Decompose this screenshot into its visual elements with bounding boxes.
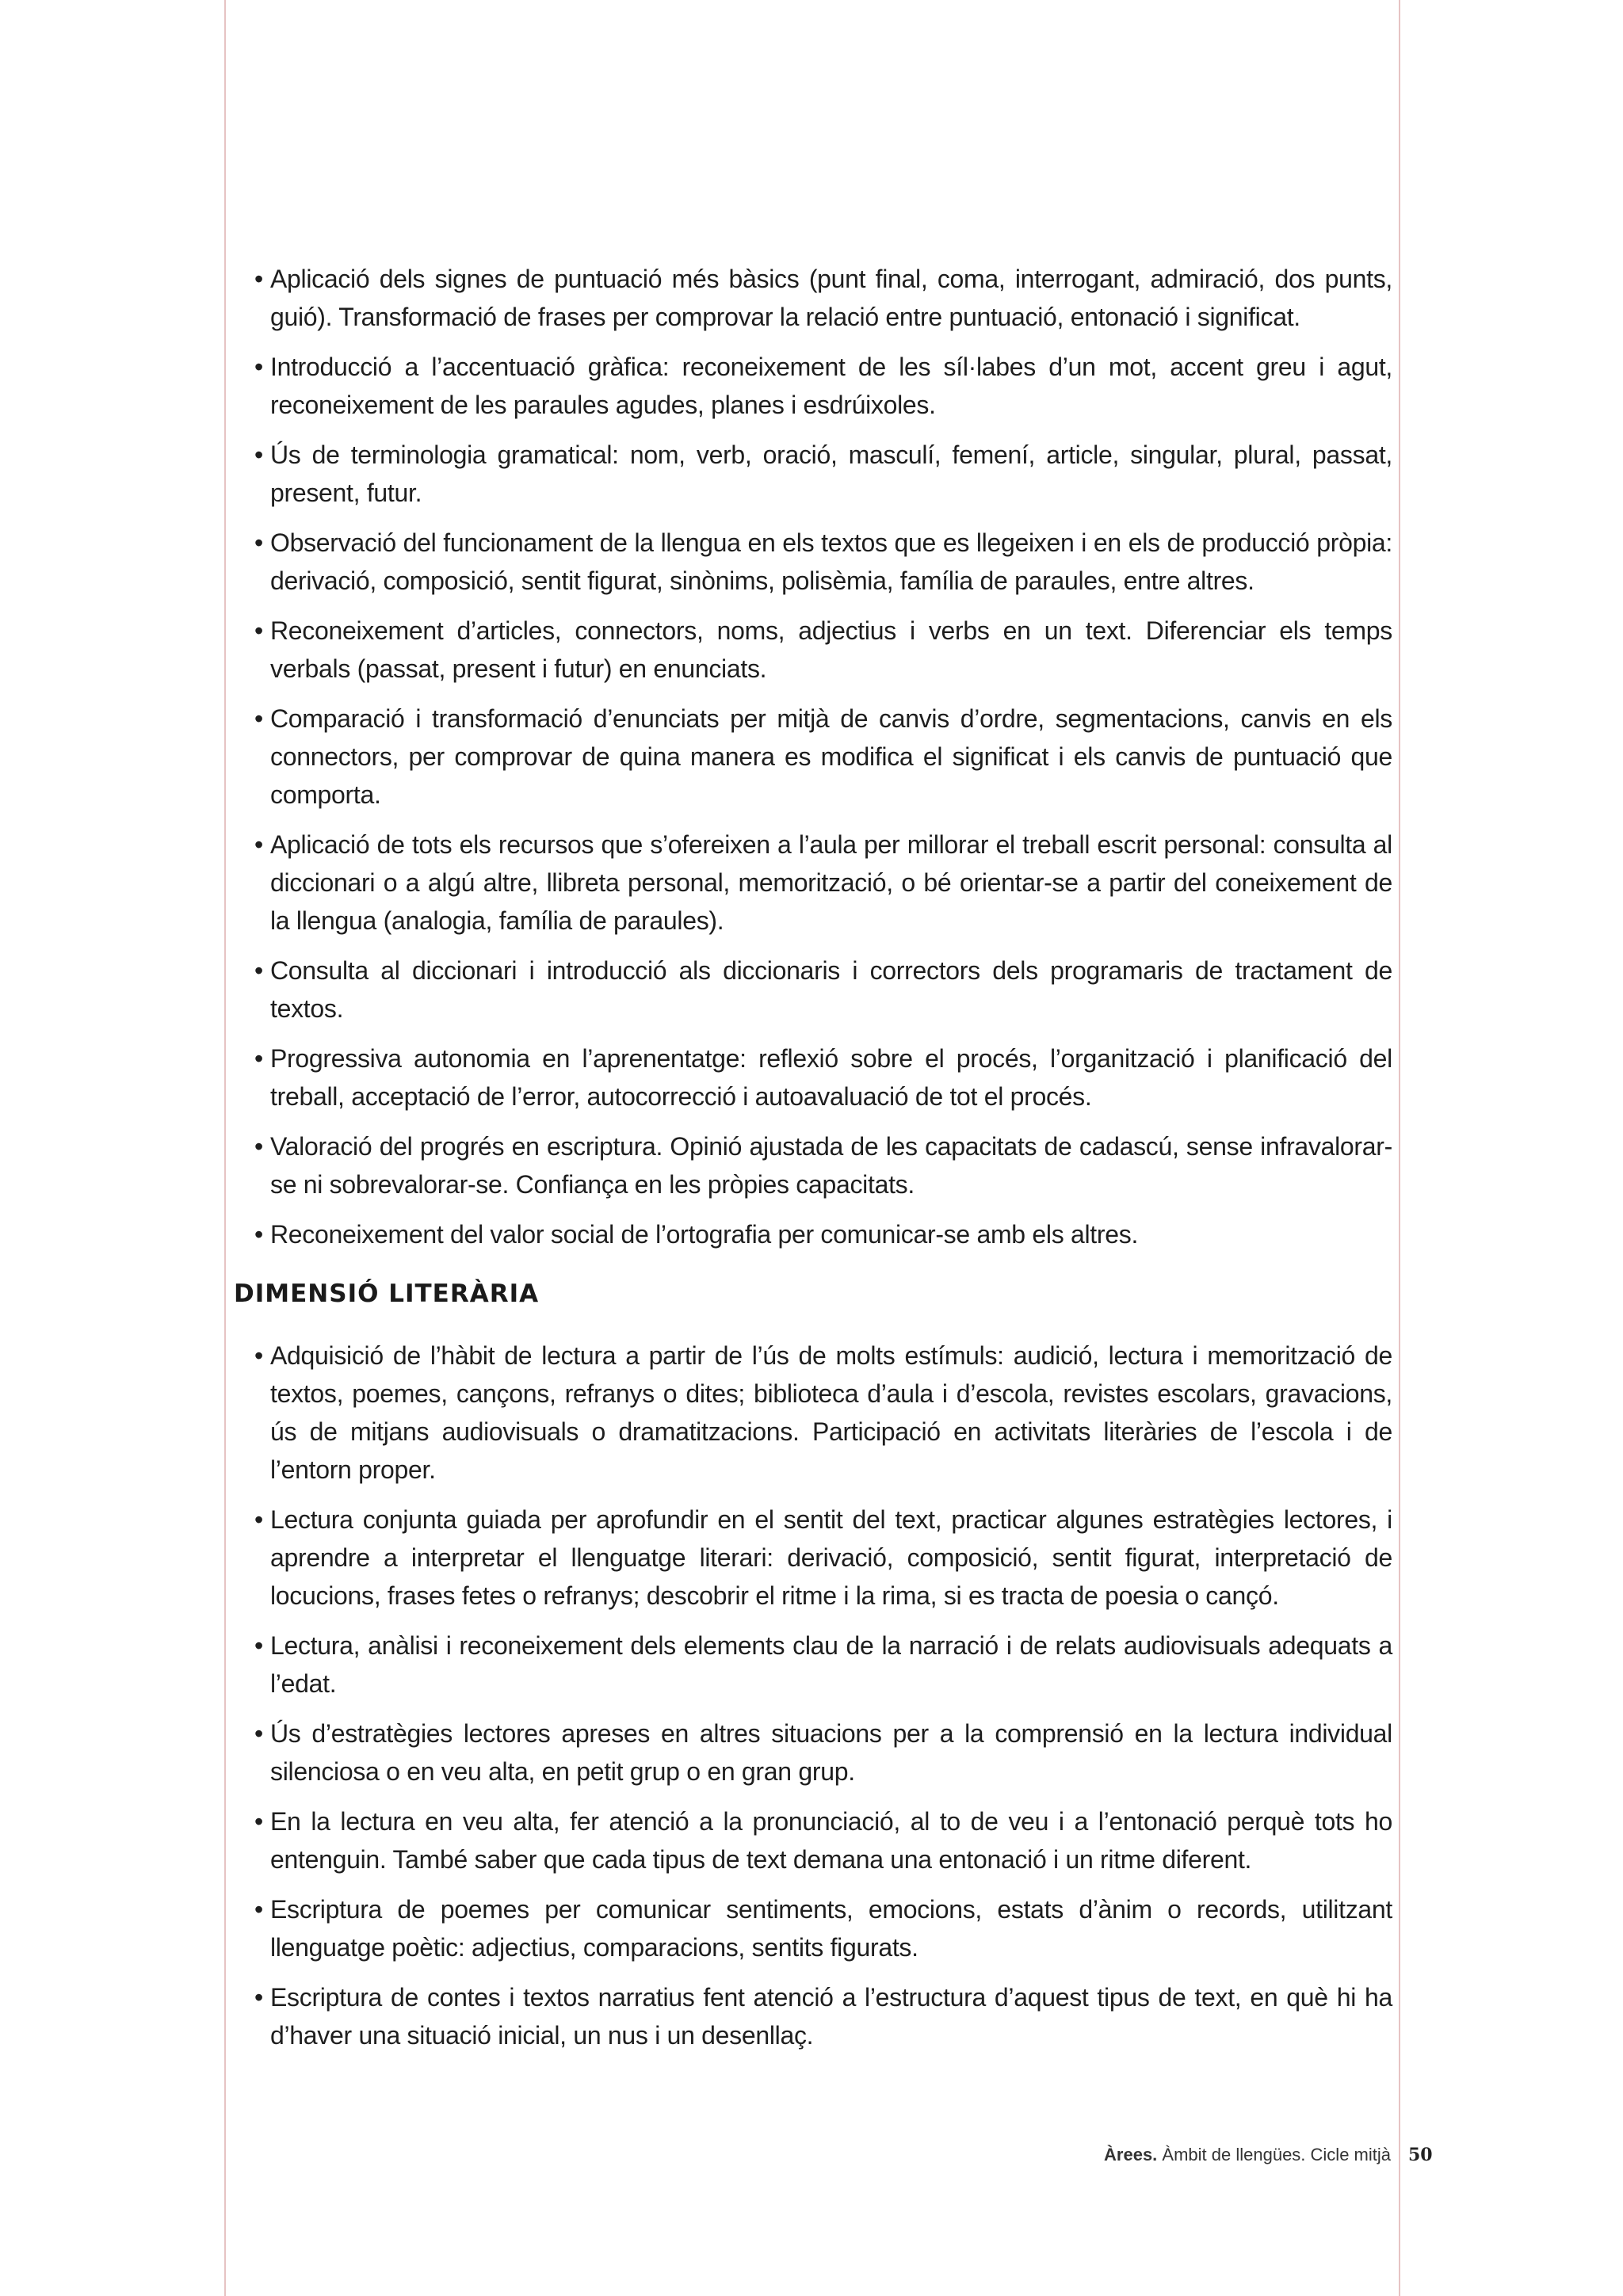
bullet-icon: • bbox=[254, 1895, 263, 1924]
list-item bbox=[234, 524, 1392, 600]
page-content bbox=[234, 260, 1392, 2066]
bullet-icon: • bbox=[254, 1044, 263, 1073]
list-item bbox=[234, 1337, 1392, 1489]
bullet-icon: • bbox=[254, 1132, 263, 1161]
bullet-icon: • bbox=[254, 704, 263, 733]
bullet-icon: • bbox=[254, 265, 263, 293]
list-item bbox=[234, 1039, 1392, 1116]
page-number: 50 bbox=[1408, 2145, 1433, 2165]
bullet-icon: • bbox=[254, 528, 263, 557]
list-item-text: Observació del funcionament de la llengua en els textos que es llegeixen i en els de producció pròpia: derivació, composició, sentit figurat, sinònims, polisèmia, família de paraules, entre altres. bbox=[270, 528, 1392, 595]
bullet-icon: • bbox=[254, 956, 263, 985]
list-item-text: Aplicació de tots els recursos que s’ofereixen a l’aula per millorar el treball escrit personal: consulta al diccionari o a algú altre, llibreta personal, memorització, o bé orientar-se a partir del coneixement de la llengua (analogia, família de paraules). bbox=[270, 830, 1392, 935]
bullet-list-literaria bbox=[234, 1337, 1392, 2054]
list-item bbox=[234, 1890, 1392, 1966]
list-item-text: Escriptura de poemes per comunicar sentiments, emocions, estats d’ànim o records, utilitzant llenguatge poètic: adjectius, comparacions, sentits figurats. bbox=[270, 1895, 1392, 1962]
section-heading-dimensio-literaria: DIMENSIÓ LITERÀRIA bbox=[234, 1280, 540, 1308]
footer-subject: Àmbit de llengües. Cicle mitjà bbox=[1157, 2145, 1391, 2164]
bullet-icon: • bbox=[254, 1631, 263, 1660]
list-item-text: Ús d’estratègies lectores apreses en altres situacions per a la comprensió en la lectura individual silenciosa o en veu alta, en petit grup o en gran grup. bbox=[270, 1719, 1392, 1786]
left-margin-rule bbox=[224, 0, 226, 2296]
list-item-text: Valoració del progrés en escriptura. Opinió ajustada de les capacitats de cadascú, sense infravalorar-se ni sobrevalorar-se. Confiança en les pròpies capacitats. bbox=[270, 1132, 1392, 1199]
list-item bbox=[234, 1714, 1392, 1791]
bullet-icon: • bbox=[254, 1807, 263, 1836]
list-item bbox=[234, 1501, 1392, 1615]
bullet-icon: • bbox=[254, 1341, 263, 1370]
list-item-text: Reconeixement d’articles, connectors, noms, adjectius i verbs en un text. Diferenciar els temps verbals (passat, present i futur) en enunciats. bbox=[270, 616, 1392, 683]
list-item bbox=[234, 260, 1392, 336]
list-item bbox=[234, 348, 1392, 424]
bullet-icon: • bbox=[254, 441, 263, 469]
bullet-icon: • bbox=[254, 1505, 263, 1534]
list-item-text: Progressiva autonomia en l’aprenentatge: reflexió sobre el procés, l’organització i planificació del treball, acceptació de l’error, autocorrecció i autoavaluació de tot el procés. bbox=[270, 1044, 1392, 1111]
list-item-text: Lectura conjunta guiada per aprofundir en el sentit del text, practicar algunes estratègies lectores, i aprendre a interpretar el llenguatge literari: derivació, composició, sentit figurat, interpretació de locucions, frases fetes o refranys; descobrir el ritme i la rima, si es tracta de poesia o cançó. bbox=[270, 1505, 1392, 1610]
list-item-text: Consulta al diccionari i introducció als diccionaris i correctors dels programaris de tractament de textos. bbox=[270, 956, 1392, 1023]
list-item bbox=[234, 1215, 1392, 1253]
bullet-icon: • bbox=[254, 1220, 263, 1249]
right-margin-rule bbox=[1399, 0, 1400, 2296]
list-item bbox=[234, 952, 1392, 1028]
page-footer bbox=[1104, 2143, 1391, 2167]
list-item-text: Ús de terminologia gramatical: nom, verb, oració, masculí, femení, article, singular, plural, passat, present, futur. bbox=[270, 441, 1392, 507]
list-item bbox=[234, 436, 1392, 512]
list-item-text: Introducció a l’accentuació gràfica: reconeixement de les síl·labes d’un mot, accent greu i agut, reconeixement de les paraules agudes, planes i esdrúixoles. bbox=[270, 353, 1392, 419]
list-item bbox=[234, 1802, 1392, 1878]
bullet-icon: • bbox=[254, 1719, 263, 1748]
list-item-text: Aplicació dels signes de puntuació més bàsics (punt final, coma, interrogant, admiració, dos punts, guió). Transformació de frases per comprovar la relació entre puntuació, entonació i significat. bbox=[270, 265, 1392, 331]
bullet-list-ortografia bbox=[234, 260, 1392, 1253]
list-item-text: Escriptura de contes i textos narratius fent atenció a l’estructura d’aquest tipus de text, en què hi ha d’haver una situació inicial, un nus i un desenllaç. bbox=[270, 1983, 1392, 2050]
list-item-text: En la lectura en veu alta, fer atenció a la pronunciació, al to de veu i a l’entonació perquè tots ho entenguin. També saber que cada tipus de text demana una entonació i un ritme diferent. bbox=[270, 1807, 1392, 1874]
bullet-icon: • bbox=[254, 353, 263, 381]
bullet-icon: • bbox=[254, 1983, 263, 2012]
bullet-icon: • bbox=[254, 616, 263, 645]
list-item bbox=[234, 700, 1392, 814]
list-item-text: Reconeixement del valor social de l’ortografia per comunicar-se amb els altres. bbox=[270, 1220, 1139, 1249]
list-item bbox=[234, 1127, 1392, 1203]
list-item-text: Lectura, anàlisi i reconeixement dels elements clau de la narració i de relats audiovisuals adequats a l’edat. bbox=[270, 1631, 1392, 1698]
footer-area: Àrees. bbox=[1104, 2145, 1158, 2164]
bullet-icon: • bbox=[254, 830, 263, 859]
list-item-text: Comparació i transformació d’enunciats per mitjà de canvis d’ordre, segmentacions, canvis en els connectors, per comprovar de quina manera es modifica el significat i els canvis de puntuació que comporta. bbox=[270, 704, 1392, 809]
list-item bbox=[234, 1627, 1392, 1703]
list-item bbox=[234, 1978, 1392, 2054]
list-item bbox=[234, 612, 1392, 688]
list-item-text: Adquisició de l’hàbit de lectura a partir de l’ús de molts estímuls: audició, lectura i memorització de textos, poemes, cançons, refranys o dites; biblioteca d’aula i d’escola, revistes escolars, gravacions, ús de mitjans audiovisuals o dramatitzacions. Participació en activitats literàries de l’escola i de l’entorn proper. bbox=[270, 1341, 1392, 1484]
list-item bbox=[234, 826, 1392, 940]
